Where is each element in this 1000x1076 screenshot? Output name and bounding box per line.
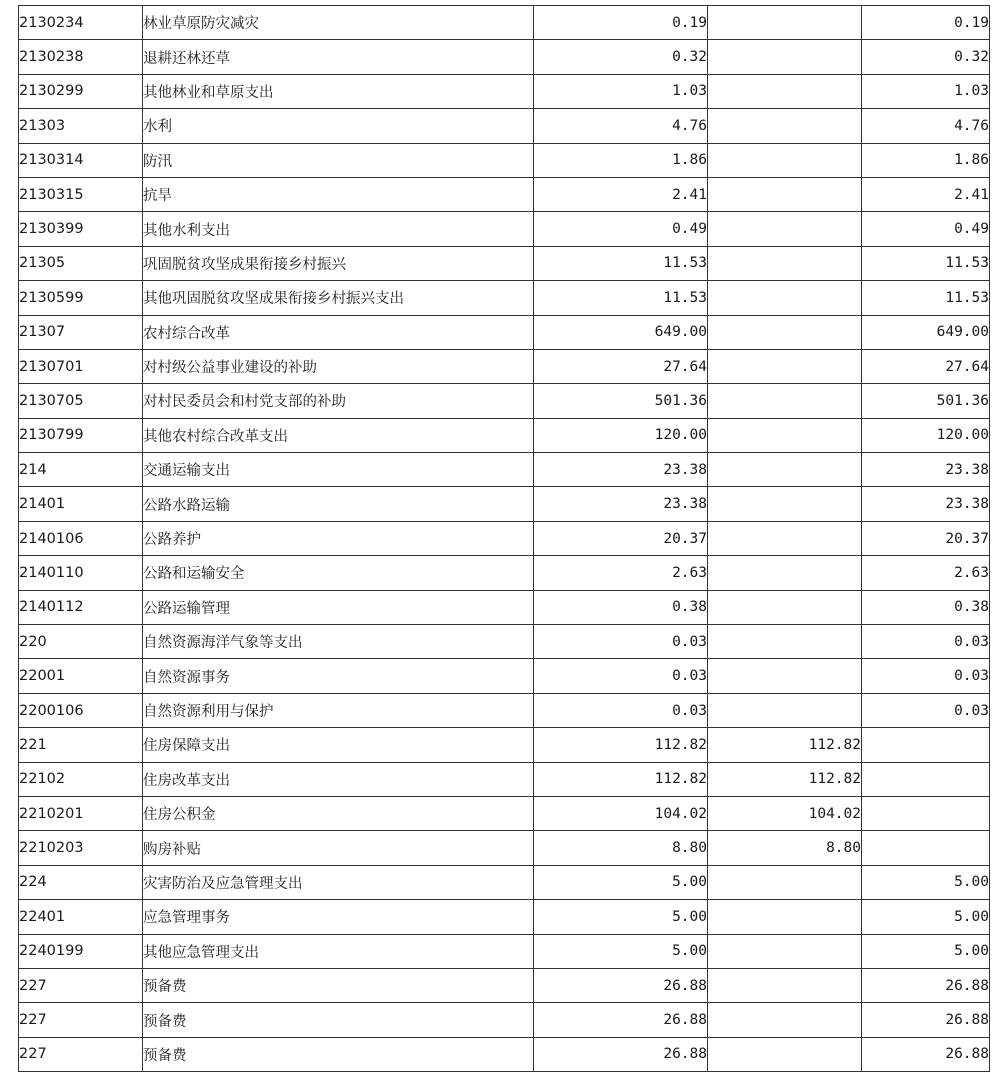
table-row bbox=[19, 968, 990, 1002]
function-code-cell: 21305 bbox=[19, 246, 143, 280]
function-code-cell: 2130315 bbox=[19, 177, 143, 211]
project-expenditure-cell: 120.00 bbox=[862, 418, 990, 452]
function-code-cell: 2130701 bbox=[19, 349, 143, 383]
project-expenditure-cell: 26.88 bbox=[862, 1003, 990, 1037]
total-amount-cell: 2.63 bbox=[534, 556, 708, 590]
table-body bbox=[19, 6, 990, 1072]
function-name-cell: 公路和运输安全 bbox=[143, 556, 534, 590]
function-name-cell: 其他水利支出 bbox=[143, 212, 534, 246]
basic-expenditure-cell bbox=[708, 74, 862, 108]
function-code-cell: 22401 bbox=[19, 900, 143, 934]
basic-expenditure-cell bbox=[708, 418, 862, 452]
total-amount-cell: 649.00 bbox=[534, 315, 708, 349]
basic-expenditure-cell bbox=[708, 453, 862, 487]
function-name-cell: 灾害防治及应急管理支出 bbox=[143, 865, 534, 899]
table-row bbox=[19, 1037, 990, 1071]
total-amount-cell: 4.76 bbox=[534, 109, 708, 143]
project-expenditure-cell: 26.88 bbox=[862, 968, 990, 1002]
function-code-cell: 22001 bbox=[19, 659, 143, 693]
function-code-cell: 2240199 bbox=[19, 934, 143, 968]
function-code-cell: 2130238 bbox=[19, 40, 143, 74]
total-amount-cell: 0.32 bbox=[534, 40, 708, 74]
table-row bbox=[19, 900, 990, 934]
project-expenditure-cell: 5.00 bbox=[862, 865, 990, 899]
total-amount-cell: 0.38 bbox=[534, 590, 708, 624]
basic-expenditure-cell bbox=[708, 487, 862, 521]
table-row bbox=[19, 212, 990, 246]
total-amount-cell: 23.38 bbox=[534, 487, 708, 521]
table-row bbox=[19, 177, 990, 211]
basic-expenditure-cell bbox=[708, 900, 862, 934]
function-name-cell: 水利 bbox=[143, 109, 534, 143]
total-amount-cell: 0.19 bbox=[534, 6, 708, 40]
table-row bbox=[19, 728, 990, 762]
total-amount-cell: 0.03 bbox=[534, 659, 708, 693]
function-name-cell: 预备费 bbox=[143, 1037, 534, 1071]
table-row bbox=[19, 934, 990, 968]
total-amount-cell: 0.03 bbox=[534, 693, 708, 727]
table-row bbox=[19, 831, 990, 865]
basic-expenditure-cell bbox=[708, 590, 862, 624]
table-row bbox=[19, 659, 990, 693]
function-name-cell: 巩固脱贫攻坚成果衔接乡村振兴 bbox=[143, 246, 534, 280]
table-row bbox=[19, 1003, 990, 1037]
total-amount-cell: 27.64 bbox=[534, 349, 708, 383]
basic-expenditure-cell: 112.82 bbox=[708, 728, 862, 762]
function-code-cell: 2140112 bbox=[19, 590, 143, 624]
function-code-cell: 2130705 bbox=[19, 384, 143, 418]
function-code-cell: 2130234 bbox=[19, 6, 143, 40]
function-code-cell: 2140106 bbox=[19, 521, 143, 555]
project-expenditure-cell: 0.03 bbox=[862, 625, 990, 659]
function-code-cell: 227 bbox=[19, 968, 143, 1002]
function-name-cell: 自然资源海洋气象等支出 bbox=[143, 625, 534, 659]
function-code-cell: 2130314 bbox=[19, 143, 143, 177]
project-expenditure-cell: 1.86 bbox=[862, 143, 990, 177]
project-expenditure-cell: 501.36 bbox=[862, 384, 990, 418]
table-row bbox=[19, 349, 990, 383]
function-code-cell: 220 bbox=[19, 625, 143, 659]
project-expenditure-cell: 2.41 bbox=[862, 177, 990, 211]
function-code-cell: 21307 bbox=[19, 315, 143, 349]
function-code-cell: 214 bbox=[19, 453, 143, 487]
table-row bbox=[19, 246, 990, 280]
basic-expenditure-cell bbox=[708, 693, 862, 727]
table-row bbox=[19, 315, 990, 349]
function-name-cell: 其他农村综合改革支出 bbox=[143, 418, 534, 452]
basic-expenditure-cell: 8.80 bbox=[708, 831, 862, 865]
basic-expenditure-cell bbox=[708, 625, 862, 659]
table-row bbox=[19, 796, 990, 830]
basic-expenditure-cell bbox=[708, 177, 862, 211]
project-expenditure-cell: 0.03 bbox=[862, 693, 990, 727]
function-name-cell: 林业草原防灾减灾 bbox=[143, 6, 534, 40]
function-name-cell: 防汛 bbox=[143, 143, 534, 177]
function-name-cell: 抗旱 bbox=[143, 177, 534, 211]
table-row bbox=[19, 693, 990, 727]
function-code-cell: 221 bbox=[19, 728, 143, 762]
table-row bbox=[19, 762, 990, 796]
function-name-cell: 住房改革支出 bbox=[143, 762, 534, 796]
function-code-cell: 2200106 bbox=[19, 693, 143, 727]
function-name-cell: 公路运输管理 bbox=[143, 590, 534, 624]
basic-expenditure-cell bbox=[708, 40, 862, 74]
project-expenditure-cell: 649.00 bbox=[862, 315, 990, 349]
total-amount-cell: 112.82 bbox=[534, 762, 708, 796]
basic-expenditure-cell bbox=[708, 109, 862, 143]
function-name-cell: 公路水路运输 bbox=[143, 487, 534, 521]
basic-expenditure-cell bbox=[708, 315, 862, 349]
function-code-cell: 224 bbox=[19, 865, 143, 899]
basic-expenditure-cell bbox=[708, 212, 862, 246]
total-amount-cell: 11.53 bbox=[534, 246, 708, 280]
total-amount-cell: 26.88 bbox=[534, 968, 708, 1002]
table-row bbox=[19, 418, 990, 452]
function-name-cell: 住房公积金 bbox=[143, 796, 534, 830]
function-name-cell: 对村民委员会和村党支部的补助 bbox=[143, 384, 534, 418]
basic-expenditure-cell bbox=[708, 384, 862, 418]
project-expenditure-cell: 5.00 bbox=[862, 900, 990, 934]
function-name-cell: 购房补贴 bbox=[143, 831, 534, 865]
table-row bbox=[19, 74, 990, 108]
table-row bbox=[19, 865, 990, 899]
total-amount-cell: 0.03 bbox=[534, 625, 708, 659]
total-amount-cell: 501.36 bbox=[534, 384, 708, 418]
table-row bbox=[19, 556, 990, 590]
project-expenditure-cell: 2.63 bbox=[862, 556, 990, 590]
total-amount-cell: 26.88 bbox=[534, 1003, 708, 1037]
basic-expenditure-cell bbox=[708, 865, 862, 899]
basic-expenditure-cell: 112.82 bbox=[708, 762, 862, 796]
function-name-cell: 应急管理事务 bbox=[143, 900, 534, 934]
project-expenditure-cell: 23.38 bbox=[862, 487, 990, 521]
function-code-cell: 21303 bbox=[19, 109, 143, 143]
project-expenditure-cell bbox=[862, 762, 990, 796]
budget-expenditure-table bbox=[18, 5, 990, 1072]
project-expenditure-cell: 20.37 bbox=[862, 521, 990, 555]
function-code-cell: 2140110 bbox=[19, 556, 143, 590]
total-amount-cell: 11.53 bbox=[534, 281, 708, 315]
table-row bbox=[19, 109, 990, 143]
table-row bbox=[19, 590, 990, 624]
basic-expenditure-cell bbox=[708, 556, 862, 590]
basic-expenditure-cell bbox=[708, 1003, 862, 1037]
basic-expenditure-cell: 104.02 bbox=[708, 796, 862, 830]
function-code-cell: 22102 bbox=[19, 762, 143, 796]
total-amount-cell: 120.00 bbox=[534, 418, 708, 452]
table-row bbox=[19, 487, 990, 521]
table-row bbox=[19, 521, 990, 555]
function-code-cell: 21401 bbox=[19, 487, 143, 521]
project-expenditure-cell: 11.53 bbox=[862, 281, 990, 315]
function-code-cell: 2210203 bbox=[19, 831, 143, 865]
function-name-cell: 农村综合改革 bbox=[143, 315, 534, 349]
function-name-cell: 公路养护 bbox=[143, 521, 534, 555]
basic-expenditure-cell bbox=[708, 1037, 862, 1071]
total-amount-cell: 5.00 bbox=[534, 934, 708, 968]
project-expenditure-cell bbox=[862, 831, 990, 865]
basic-expenditure-cell bbox=[708, 521, 862, 555]
project-expenditure-cell: 26.88 bbox=[862, 1037, 990, 1071]
function-name-cell: 自然资源利用与保护 bbox=[143, 693, 534, 727]
total-amount-cell: 0.49 bbox=[534, 212, 708, 246]
function-name-cell: 对村级公益事业建设的补助 bbox=[143, 349, 534, 383]
basic-expenditure-cell bbox=[708, 281, 862, 315]
basic-expenditure-cell bbox=[708, 968, 862, 1002]
total-amount-cell: 112.82 bbox=[534, 728, 708, 762]
function-code-cell: 227 bbox=[19, 1003, 143, 1037]
function-code-cell: 227 bbox=[19, 1037, 143, 1071]
total-amount-cell: 2.41 bbox=[534, 177, 708, 211]
table-row bbox=[19, 281, 990, 315]
project-expenditure-cell: 1.03 bbox=[862, 74, 990, 108]
function-code-cell: 2130299 bbox=[19, 74, 143, 108]
total-amount-cell: 5.00 bbox=[534, 900, 708, 934]
function-code-cell: 2130599 bbox=[19, 281, 143, 315]
basic-expenditure-cell bbox=[708, 659, 862, 693]
table-row bbox=[19, 6, 990, 40]
basic-expenditure-cell bbox=[708, 143, 862, 177]
table-row bbox=[19, 384, 990, 418]
basic-expenditure-cell bbox=[708, 6, 862, 40]
function-code-cell: 2130799 bbox=[19, 418, 143, 452]
total-amount-cell: 104.02 bbox=[534, 796, 708, 830]
table-row bbox=[19, 40, 990, 74]
function-code-cell: 2130399 bbox=[19, 212, 143, 246]
project-expenditure-cell: 0.38 bbox=[862, 590, 990, 624]
project-expenditure-cell bbox=[862, 796, 990, 830]
total-amount-cell: 26.88 bbox=[534, 1037, 708, 1071]
basic-expenditure-cell bbox=[708, 349, 862, 383]
function-name-cell: 退耕还林还草 bbox=[143, 40, 534, 74]
project-expenditure-cell: 23.38 bbox=[862, 453, 990, 487]
project-expenditure-cell bbox=[862, 728, 990, 762]
function-name-cell: 预备费 bbox=[143, 968, 534, 1002]
function-name-cell: 其他林业和草原支出 bbox=[143, 74, 534, 108]
total-amount-cell: 8.80 bbox=[534, 831, 708, 865]
project-expenditure-cell: 0.19 bbox=[862, 6, 990, 40]
project-expenditure-cell: 27.64 bbox=[862, 349, 990, 383]
total-amount-cell: 5.00 bbox=[534, 865, 708, 899]
function-code-cell: 2210201 bbox=[19, 796, 143, 830]
project-expenditure-cell: 0.32 bbox=[862, 40, 990, 74]
table-row bbox=[19, 143, 990, 177]
project-expenditure-cell: 0.03 bbox=[862, 659, 990, 693]
total-amount-cell: 1.86 bbox=[534, 143, 708, 177]
table-row bbox=[19, 625, 990, 659]
function-name-cell: 其他应急管理支出 bbox=[143, 934, 534, 968]
total-amount-cell: 20.37 bbox=[534, 521, 708, 555]
project-expenditure-cell: 4.76 bbox=[862, 109, 990, 143]
project-expenditure-cell: 0.49 bbox=[862, 212, 990, 246]
function-name-cell: 其他巩固脱贫攻坚成果衔接乡村振兴支出 bbox=[143, 281, 534, 315]
project-expenditure-cell: 11.53 bbox=[862, 246, 990, 280]
function-name-cell: 预备费 bbox=[143, 1003, 534, 1037]
project-expenditure-cell: 5.00 bbox=[862, 934, 990, 968]
total-amount-cell: 1.03 bbox=[534, 74, 708, 108]
basic-expenditure-cell bbox=[708, 246, 862, 280]
table-row bbox=[19, 453, 990, 487]
function-name-cell: 交通运输支出 bbox=[143, 453, 534, 487]
function-name-cell: 自然资源事务 bbox=[143, 659, 534, 693]
basic-expenditure-cell bbox=[708, 934, 862, 968]
total-amount-cell: 23.38 bbox=[534, 453, 708, 487]
function-name-cell: 住房保障支出 bbox=[143, 728, 534, 762]
